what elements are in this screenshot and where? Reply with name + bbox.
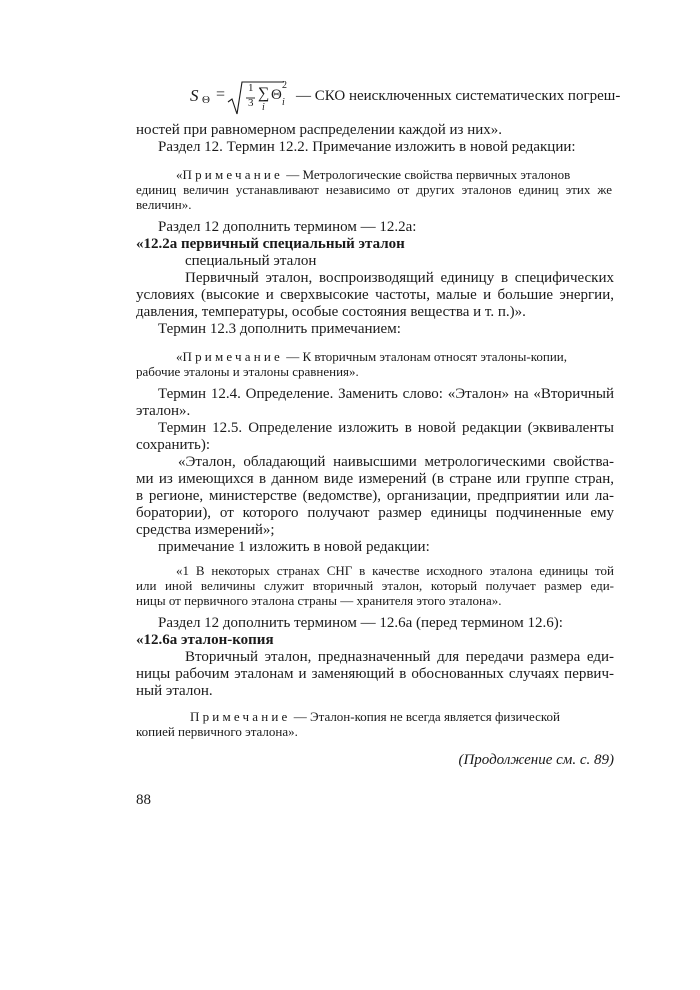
text-line: специальный эталон — [185, 253, 317, 269]
text-line: средства измерений»; — [136, 522, 275, 538]
note-line — [176, 349, 567, 365]
note-text: — Эталон-копия не всегда является физической — [293, 709, 560, 724]
note-line: «1 В некоторых странах СНГ в качестве исходного эталона единицы той — [176, 563, 614, 578]
continuation-note: (Продолжение см. с. 89) — [458, 752, 614, 768]
formula-theta-sup: 2 — [282, 80, 287, 91]
text-line: боратории), от которого получают размер единицы подчиненные ему — [136, 505, 614, 521]
text-line: эталон». — [136, 403, 191, 419]
text-line: ностей при равномерном распределении каждой из них». — [136, 122, 503, 138]
note-text: — К вторичным эталонам относят эталоны-копии, — [286, 349, 567, 364]
text-line: Термин 12.5. Определение изложить в новой редакции (эквиваленты — [158, 420, 614, 436]
formula-theta: Θ — [271, 87, 282, 103]
term-heading: «12.6а эталон-копия — [136, 632, 274, 648]
formula-lhs-sub: Θ — [202, 94, 210, 106]
text-line: ницы рабочим эталонам и заменяющий в обоснованных случаях первич- — [136, 666, 614, 682]
formula-sum-index: i — [262, 102, 265, 113]
text-line: Вторичный эталон, предназначенный для передачи размера еди- — [185, 649, 614, 665]
text-line: ный эталон. — [136, 683, 213, 699]
text-line: Раздел 12. Термин 12.2. Примечание изложить в новой редакции: — [158, 139, 576, 155]
term-heading: «12.2а первичный специальный эталон — [136, 236, 405, 252]
quote-mark: « — [176, 167, 183, 182]
text-line: примечание 1 изложить в новой редакции: — [158, 539, 430, 555]
text-line: давления, температуры, особые состояния вещества и т. п.)». — [136, 304, 526, 320]
formula-sum: ∑ — [258, 85, 270, 102]
text-line: Термин 12.3 дополнить примечанием: — [158, 321, 401, 337]
note-line: единиц величин устанавливают независимо от других эталонов единиц этих же — [136, 182, 612, 197]
formula-lhs: S — [190, 86, 199, 105]
note-label: Примечание — [182, 167, 284, 182]
note-line: копией первичного эталона». — [136, 724, 298, 739]
text-line: ми из имеющихся в данном виде измерений (в стране или группе стран, — [136, 471, 614, 487]
note-text: — Метрологические свойства первичных эталонов — [286, 167, 571, 182]
note-line: или иной величины служит вторичный эталон, который получает размер еди- — [136, 578, 614, 593]
note-label: Примечание — [182, 349, 284, 364]
note-line: величин». — [136, 197, 192, 212]
text-line: Термин 12.4. Определение. Заменить слово: «Эталон» на «Вторичный — [158, 386, 614, 402]
note-label: Примечание — [190, 709, 291, 724]
formula-theta-sub: i — [282, 97, 285, 108]
text-line: Первичный эталон, воспроизводящий единицу в специфических — [185, 270, 614, 286]
quote-mark: « — [176, 349, 183, 364]
text-line: «Эталон, обладающий наивысшими метрологическими свойства- — [178, 454, 614, 470]
text-line: Раздел 12 дополнить термином — 12.6а (перед термином 12.6): — [158, 615, 563, 631]
note-line: рабочие эталоны и эталоны сравнения». — [136, 364, 359, 379]
note-line — [190, 709, 560, 725]
note-line: ницы от первичного эталона страны — хранителя этого эталона». — [136, 593, 502, 608]
text-line: сохранить): — [136, 437, 211, 453]
text-line: в регионе, министерстве (ведомстве), организации, предприятии или ла- — [136, 488, 614, 504]
page-number: 88 — [136, 792, 151, 808]
note-line — [176, 167, 570, 183]
formula-frac-den: 3 — [248, 97, 254, 109]
formula-description: — СКО неисключенных систематических погреш- — [296, 88, 621, 104]
formula-frac-num: 1 — [248, 82, 254, 94]
text-line: Раздел 12 дополнить термином — 12.2а: — [158, 219, 417, 235]
formula-equals: = — [216, 86, 226, 103]
text-line: условиях (высокие и сверхвысокие частоты, малые и большие энергии, — [136, 287, 614, 303]
